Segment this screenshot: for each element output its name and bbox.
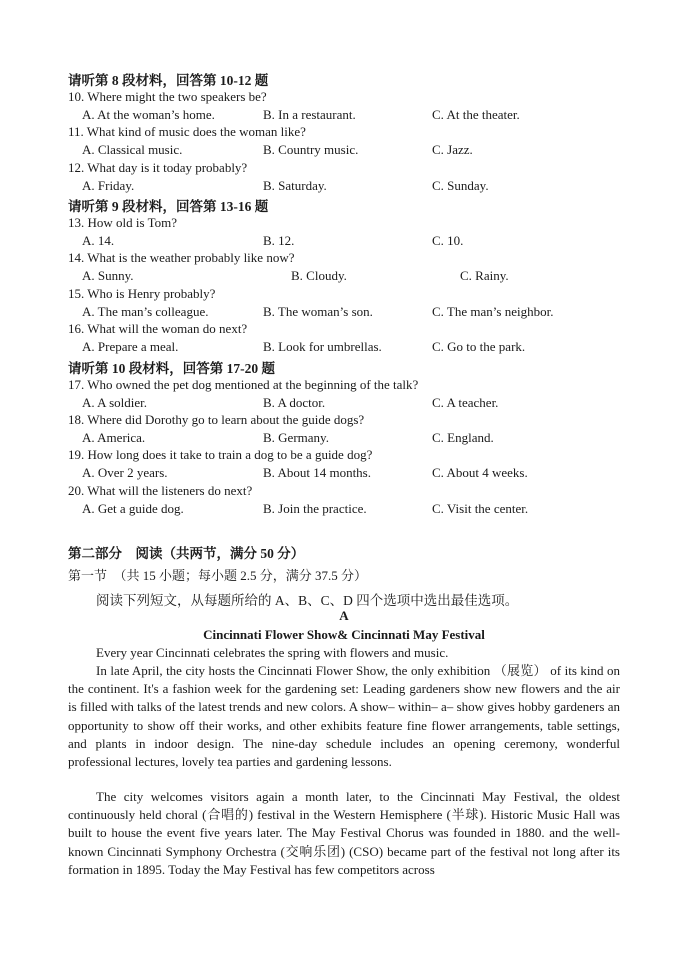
- question-17-option-a: A. A soldier.: [82, 395, 148, 410]
- question-20-option-c: C. Visit the center.: [432, 501, 529, 516]
- passage-paragraph-3: The city welcomes visitors again a month later, to the Cincinnati May Festival, the oldest continuously held choral (合唱的) festival in the Western Hemisphere (半球). Historic Music Hall was built to house the event five years later. The May Festival Chorus was founded in 1880. and the well-known Cincinnati Symphony Orchestra (交响乐团) (CSO) became part of the festival not long after its formation in 1895. Today the May Festival has few competitors across: [68, 789, 620, 877]
- listening-header-9: 请听第 9 段材料，回答第 13-16 题: [68, 199, 269, 214]
- question-16-option-b: B. Look for umbrellas.: [263, 339, 382, 354]
- question-10-option-a: A. At the woman’s home.: [82, 107, 215, 122]
- question-12-option-c: C. Sunday.: [432, 178, 489, 193]
- question-11-option-b: B. Country music.: [263, 142, 359, 157]
- passage-title: Cincinnati Flower Show& Cincinnati May Festival: [203, 627, 485, 642]
- part-two-title: 第二部分 阅读（共两节，满分 50 分）: [68, 546, 305, 561]
- question-16: 16. What will the woman do next?: [68, 321, 248, 336]
- question-10-option-c: C. At the theater.: [432, 107, 520, 122]
- listening-header-8: 请听第 8 段材料，回答第 10-12 题: [68, 73, 269, 88]
- question-16-option-a: A. Prepare a meal.: [82, 339, 179, 354]
- question-15-option-c: C. The man’s neighbor.: [432, 304, 554, 319]
- question-14-option-a: A. Sunny.: [82, 268, 134, 283]
- question-16-option-c: C. Go to the park.: [432, 339, 526, 354]
- reading-instruction: 阅读下列短文，从每题所给的 A、B、C、D 四个选项中选出最佳选项。: [96, 593, 519, 608]
- question-14-option-c: C. Rainy.: [460, 268, 509, 283]
- question-15: 15. Who is Henry probably?: [68, 286, 216, 301]
- question-18-option-b: B. Germany.: [263, 430, 329, 445]
- question-15-option-b: B. The woman’s son.: [263, 304, 373, 319]
- question-13-option-c: C. 10.: [432, 233, 464, 248]
- question-12: 12. What day is it today probably?: [68, 160, 248, 175]
- question-12-option-a: A. Friday.: [82, 178, 135, 193]
- question-18-option-c: C. England.: [432, 430, 494, 445]
- question-10: 10. Where might the two speakers be?: [68, 89, 267, 104]
- question-11-option-a: A. Classical music.: [82, 142, 183, 157]
- question-12-option-b: B. Saturday.: [263, 178, 327, 193]
- question-10-option-b: B. In a restaurant.: [263, 107, 356, 122]
- question-19-option-c: C. About 4 weeks.: [432, 465, 528, 480]
- question-18: 18. Where did Dorothy go to learn about the guide dogs?: [68, 412, 365, 427]
- section-one-title: 第一节 （共 15 小题；每小题 2.5 分，满分 37.5 分）: [68, 568, 368, 583]
- question-19: 19. How long does it take to train a dog to be a guide dog?: [68, 447, 373, 462]
- question-19-option-a: A. Over 2 years.: [82, 465, 168, 480]
- passage-letter: A: [339, 608, 349, 623]
- listening-header-10: 请听第 10 段材料，回答第 17-20 题: [68, 361, 275, 376]
- question-13-option-b: B. 12.: [263, 233, 295, 248]
- question-13-option-a: A. 14.: [82, 233, 115, 248]
- question-19-option-b: B. About 14 months.: [263, 465, 371, 480]
- question-20-option-b: B. Join the practice.: [263, 501, 367, 516]
- question-20: 20. What will the listeners do next?: [68, 483, 253, 498]
- passage-paragraph-2: In late April, the city hosts the Cincinnati Flower Show, the only exhibition （展览） of its kind on the continent. It's a fashion week for the gardening set: Leading gardeners show new flowers and the air is filled with talks of the latest trends and new colors. A show– within– a– show gives hobby gardeners an opportunity to show off their works, and other exhibits feature fine flower arrangements, table settings, and plants in indoor design. The nine-day schedule includes an opening ceremony, wonderful professional lectures, lovely tea parties and gardening lessons.: [68, 663, 620, 770]
- question-17: 17. Who owned the pet dog mentioned at the beginning of the talk?: [68, 377, 419, 392]
- question-13: 13. How old is Tom?: [68, 215, 177, 230]
- question-17-option-c: C. A teacher.: [432, 395, 499, 410]
- question-15-option-a: A. The man’s colleague.: [82, 304, 209, 319]
- question-20-option-a: A. Get a guide dog.: [82, 501, 184, 516]
- question-18-option-a: A. America.: [82, 430, 146, 445]
- question-17-option-b: B. A doctor.: [263, 395, 326, 410]
- question-14: 14. What is the weather probably like now?: [68, 250, 295, 265]
- question-14-option-b: B. Cloudy.: [291, 268, 347, 283]
- question-11-option-c: C. Jazz.: [432, 142, 473, 157]
- question-11: 11. What kind of music does the woman like?: [68, 124, 306, 139]
- passage-paragraph-1: Every year Cincinnati celebrates the spring with flowers and music.: [96, 645, 449, 660]
